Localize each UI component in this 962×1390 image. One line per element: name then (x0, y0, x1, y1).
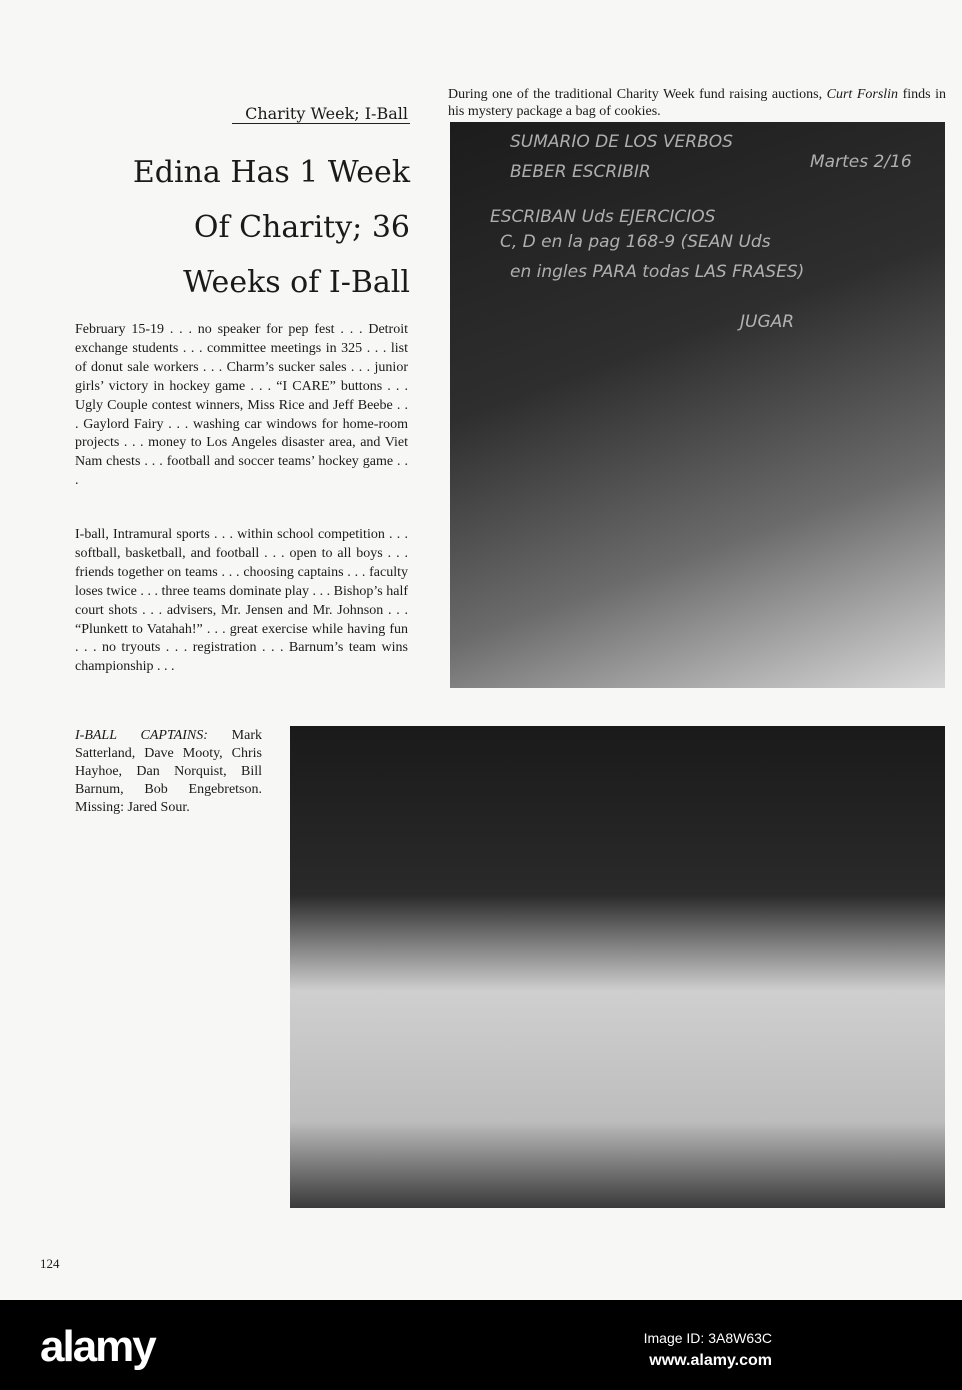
chalkboard-text: BEBER ESCRIBIR (510, 162, 651, 182)
alamy-logo: alamy (40, 1322, 155, 1371)
chalkboard-text: SUMARIO DE LOS VERBOS (510, 132, 733, 152)
headline-line: Weeks of I-Ball (183, 265, 410, 300)
section-label: Charity Week; I-Ball (245, 104, 408, 123)
photo-charity-auction (450, 122, 945, 688)
page-number: 124 (40, 1256, 60, 1271)
chalkboard-text: en ingles PARA todas LAS FRASES) (510, 262, 805, 282)
caption-name: Curt Forslin (826, 87, 899, 102)
body-paragraph-charity: February 15-19 . . . no speaker for pep fest . . . Detroit exchange students . . . committee meetings in 325 . . . list of donut sale workers . . . Charm’s sucker sales . . . junior girls’ victory in hockey game . . . “I CARE” buttons . . . Ugly Couple contest winners, Miss Rice and Jeff Beebe . . . Gaylord Fairy . . . washing car windows for home-room projects . . . money to Los Angeles disaster area, and Viet Nam chests . . . football and soccer teams’ hockey game . . . (75, 322, 408, 489)
chalkboard-text: Martes 2/16 (810, 152, 912, 172)
captains-caption (75, 727, 262, 817)
photo-iball-captains (290, 726, 945, 1208)
chalkboard-text: ESCRIBAN Uds EJERCICIOS (490, 207, 716, 227)
watermark-footer (0, 1300, 962, 1390)
body-paragraph-iball: I-ball, Intramural sports . . . within school competition . . . softball, basketball, and football . . . open to all boys . . . friends together on teams . . . choosing captains . . . faculty loses twice . . . three teams dominate play . . . Bishop’s half court shots . . . advisers, Mr. Jensen and Mr. Johnson . . . “Plunkett to Vatahah!” . . . great exercise while having fun . . . no tryouts . . . registration . . . Barnum’s team wins championship . . . (75, 527, 408, 675)
watermark-url: www.alamy.com (649, 1352, 772, 1369)
section-divider (232, 123, 410, 124)
chalkboard-text: JUGAR (740, 312, 795, 332)
headline-line: Of Charity; 36 (193, 210, 410, 245)
headline (60, 145, 410, 310)
image-id: Image ID: 3A8W63C (643, 1330, 772, 1346)
captains-label: I-BALL CAPTAINS: (75, 728, 208, 743)
caption-text: During one of the traditional Charity Week fund raising auctions, (448, 87, 827, 102)
photo-caption-top (448, 86, 946, 120)
headline-line: Edina Has 1 Week (132, 155, 410, 190)
captains-names: Mark Satterland, Dave Mooty, Chris Hayhoe, Dan Norquist, Bill Barnum, Bob Engebretson. Missing: Jared Sour. (75, 728, 263, 815)
caption-text: finds in his mystery package a bag of cookies. (448, 87, 947, 119)
chalkboard-text: C, D en la pag 168-9 (SEAN Uds (500, 232, 771, 252)
